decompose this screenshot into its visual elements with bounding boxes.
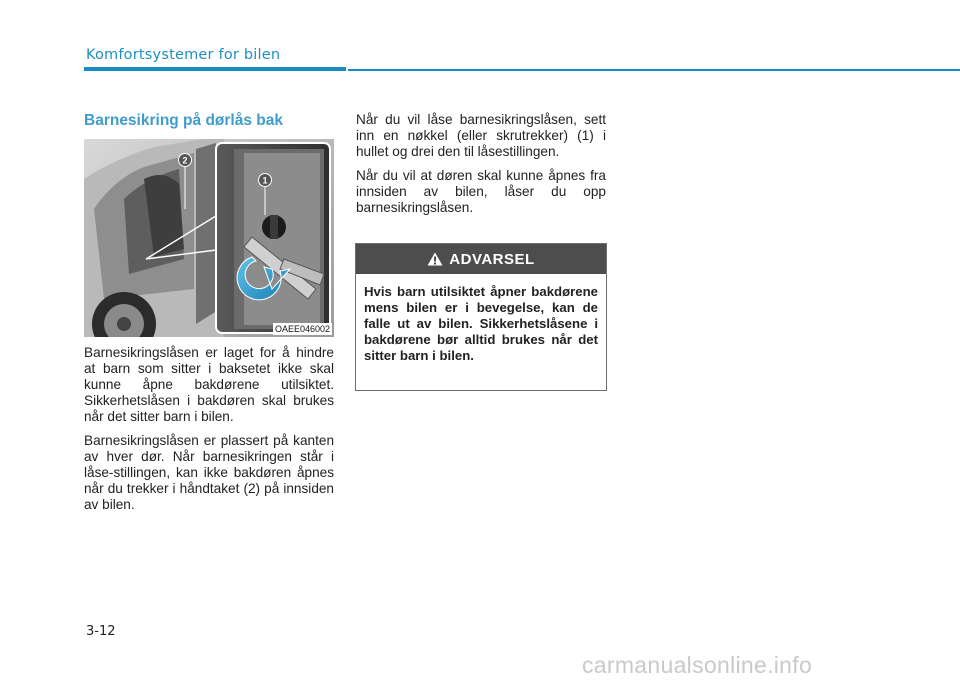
paragraph: Når du vil låse barnesikringslåsen, sett inn en nøkkel (eller skrutrekker) (1) i hullet og drei den til låsestillingen.: [356, 112, 606, 159]
door-lock-illustration: [84, 139, 334, 337]
warning-triangle-icon: [427, 252, 443, 266]
header-rule-thin: [348, 69, 960, 71]
right-column-text: [356, 112, 606, 224]
warning-title: ADVARSEL: [449, 250, 535, 268]
header-rule-thick: [84, 67, 346, 71]
paragraph: Barnesikringslåsen er plassert på kanten av hver dør. Når barnesikringen står i låse-stillingen, kan ikke bakdøren åpnes når du trekker i håndtaket (2) på innsiden av bilen.: [84, 433, 334, 512]
car-door-drawing: [84, 139, 334, 337]
paragraph: Når du vil at døren skal kunne åpnes fra innsiden av bilen, låser du opp barnesikringslåsen.: [356, 168, 606, 215]
warning-header: [356, 244, 606, 274]
paragraph: Barnesikringslåsen er laget for å hindre at barn som sitter i baksetet ikke skal kunne åpne bakdørene utilsiktet. Sikkerhetslåsen i bakdøren skal brukes når det sitter barn i bilen.: [84, 345, 334, 424]
figure-code: OAEE046002: [274, 324, 330, 334]
warning-box: [355, 243, 607, 391]
page-number: 3-12: [86, 624, 116, 639]
svg-text:2: 2: [182, 155, 188, 166]
watermark: carmanualsonline.info: [582, 652, 813, 678]
chapter-title: Komfortsystemer for bilen: [86, 47, 281, 63]
left-column-text: [84, 345, 334, 521]
warning-text: Hvis barn utilsiktet åpner bakdørene mens bilen er i bevegelse, kan de falle ut av bilen. Sikkerhetslåsene i bakdørene bør alltid brukes når det sitter barn i bilen.: [364, 284, 598, 363]
section-title: Barnesikring på dørlås bak: [84, 112, 283, 129]
svg-text:1: 1: [262, 175, 268, 186]
